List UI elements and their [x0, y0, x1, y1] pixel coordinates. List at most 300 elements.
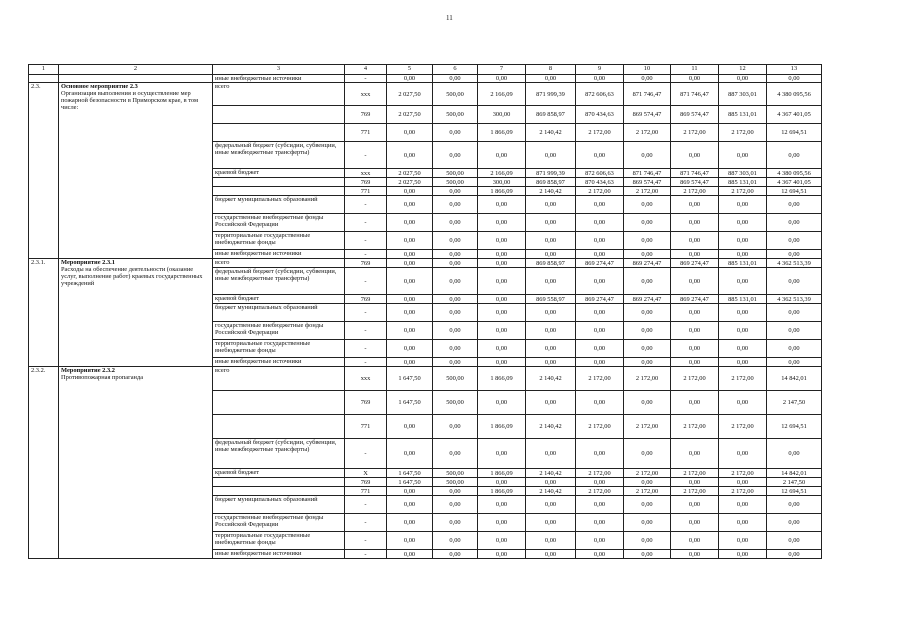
value-cell: 0,00	[387, 124, 433, 142]
funding-source-cell	[213, 106, 345, 124]
value-cell: 0,00	[433, 358, 478, 367]
value-cell: 0,00	[671, 358, 719, 367]
value-cell: 1 647,50	[387, 391, 433, 415]
value-cell: 0,00	[671, 322, 719, 340]
funding-source-cell: краевой бюджет	[213, 469, 345, 478]
value-cell: 1 647,50	[387, 367, 433, 391]
column-header: 9	[576, 65, 624, 75]
code-cell: 771	[345, 415, 387, 439]
value-cell: 0,00	[719, 391, 767, 415]
value-cell: 0,00	[624, 340, 671, 358]
value-cell: 1 866,09	[478, 124, 526, 142]
value-cell: 0,00	[719, 250, 767, 259]
value-cell: 0,00	[526, 196, 576, 214]
value-cell: 0,00	[433, 487, 478, 496]
value-cell: 2 172,00	[671, 415, 719, 439]
value-cell: 0,00	[767, 232, 822, 250]
row-id-cell: 2.3.	[29, 83, 59, 259]
value-cell: 2 172,00	[671, 124, 719, 142]
value-cell: 2 172,00	[576, 487, 624, 496]
value-cell: 0,00	[387, 295, 433, 304]
value-cell: 0,00	[719, 514, 767, 532]
code-cell: 771	[345, 487, 387, 496]
value-cell: 0,00	[671, 304, 719, 322]
value-cell: 0,00	[719, 232, 767, 250]
funding-source-cell	[213, 187, 345, 196]
value-cell: 0,00	[767, 514, 822, 532]
funding-source-cell: государственные внебюджетные фонды Российской Федерации	[213, 514, 345, 532]
value-cell: 500,00	[433, 106, 478, 124]
value-cell: 2 172,00	[671, 367, 719, 391]
value-cell: 872 606,63	[576, 169, 624, 178]
value-cell: 0,00	[624, 214, 671, 232]
value-cell: 2 172,00	[624, 187, 671, 196]
value-cell: 0,00	[433, 340, 478, 358]
code-cell: -	[345, 232, 387, 250]
value-cell: 0,00	[526, 340, 576, 358]
funding-source-cell: государственные внебюджетные фонды Российской Федерации	[213, 322, 345, 340]
value-cell: 0,00	[624, 322, 671, 340]
value-cell: 0,00	[526, 268, 576, 295]
value-cell: 0,00	[387, 75, 433, 83]
funding-source-cell: иные внебюджетные источники	[213, 550, 345, 559]
value-cell: 0,00	[433, 514, 478, 532]
value-cell: 0,00	[526, 496, 576, 514]
table-row	[29, 75, 822, 83]
funding-source-cell	[213, 415, 345, 439]
funding-source-cell	[213, 478, 345, 487]
value-cell: 0,00	[387, 496, 433, 514]
value-cell: 0,00	[478, 142, 526, 169]
value-cell: 2 172,00	[719, 487, 767, 496]
value-cell: 0,00	[526, 358, 576, 367]
value-cell: 0,00	[478, 496, 526, 514]
value-cell: 1 647,50	[387, 469, 433, 478]
value-cell: 0,00	[624, 304, 671, 322]
code-cell: 771	[345, 187, 387, 196]
value-cell: 0,00	[671, 268, 719, 295]
value-cell: 0,00	[671, 496, 719, 514]
value-cell: 0,00	[526, 478, 576, 487]
value-cell: 2 166,09	[478, 169, 526, 178]
value-cell: 1 866,09	[478, 367, 526, 391]
table-row	[29, 367, 822, 391]
value-cell: 0,00	[719, 214, 767, 232]
value-cell: 0,00	[387, 232, 433, 250]
value-cell: 0,00	[624, 532, 671, 550]
code-cell: -	[345, 340, 387, 358]
value-cell: 0,00	[624, 75, 671, 83]
funding-source-cell	[213, 391, 345, 415]
value-cell: 0,00	[387, 250, 433, 259]
value-cell: 869 274,47	[624, 295, 671, 304]
code-cell: 769	[345, 391, 387, 415]
column-header: 3	[213, 65, 345, 75]
value-cell: 2 166,09	[478, 83, 526, 106]
code-cell: -	[345, 322, 387, 340]
value-cell: 0,00	[671, 340, 719, 358]
value-cell: 0,00	[387, 259, 433, 268]
value-cell: 12 694,51	[767, 187, 822, 196]
value-cell: 2 172,00	[671, 487, 719, 496]
value-cell: 0,00	[671, 250, 719, 259]
value-cell: 0,00	[624, 550, 671, 559]
value-cell: 0,00	[387, 214, 433, 232]
column-header: 2	[59, 65, 213, 75]
code-cell: 769	[345, 259, 387, 268]
event-name-cell	[59, 83, 213, 259]
value-cell: 0,00	[767, 250, 822, 259]
value-cell: 0,00	[671, 196, 719, 214]
value-cell: 0,00	[671, 391, 719, 415]
page-number: 11	[446, 14, 453, 22]
value-cell: 0,00	[478, 478, 526, 487]
value-cell: 0,00	[478, 358, 526, 367]
code-cell: -	[345, 439, 387, 469]
code-cell: xxx	[345, 169, 387, 178]
value-cell: 2 172,00	[576, 415, 624, 439]
column-header: 1	[29, 65, 59, 75]
value-cell: 0,00	[526, 322, 576, 340]
value-cell: 0,00	[767, 75, 822, 83]
value-cell: 0,00	[433, 250, 478, 259]
value-cell: 0,00	[719, 478, 767, 487]
value-cell: 2 027,50	[387, 106, 433, 124]
value-cell: 0,00	[624, 496, 671, 514]
value-cell: 0,00	[478, 259, 526, 268]
column-header: 6	[433, 65, 478, 75]
value-cell: 0,00	[719, 142, 767, 169]
value-cell: 885 131,01	[719, 259, 767, 268]
code-cell: -	[345, 250, 387, 259]
value-cell: 0,00	[526, 439, 576, 469]
value-cell: 0,00	[767, 322, 822, 340]
value-cell: 0,00	[576, 214, 624, 232]
value-cell: 0,00	[624, 514, 671, 532]
code-cell: -	[345, 496, 387, 514]
value-cell: 887 303,01	[719, 83, 767, 106]
value-cell: 4 367 401,05	[767, 178, 822, 187]
value-cell: 0,00	[624, 142, 671, 169]
value-cell: 12 694,51	[767, 487, 822, 496]
funding-source-cell: бюджет муниципальных образований	[213, 496, 345, 514]
value-cell: 0,00	[767, 340, 822, 358]
value-cell: 871 999,39	[526, 169, 576, 178]
value-cell: 12 694,51	[767, 124, 822, 142]
value-cell: 2 027,50	[387, 169, 433, 178]
value-cell: 0,00	[624, 439, 671, 469]
row-id-cell	[29, 75, 59, 83]
value-cell: 2 172,00	[624, 487, 671, 496]
value-cell: 0,00	[671, 142, 719, 169]
table-row	[29, 83, 822, 106]
value-cell: 0,00	[576, 232, 624, 250]
value-cell: 0,00	[478, 304, 526, 322]
value-cell: 869 858,97	[526, 106, 576, 124]
value-cell: 0,00	[526, 532, 576, 550]
value-cell: 1 866,09	[478, 487, 526, 496]
value-cell: 0,00	[671, 550, 719, 559]
code-cell: 771	[345, 124, 387, 142]
value-cell: 869 574,47	[671, 178, 719, 187]
funding-source-cell: краевой бюджет	[213, 295, 345, 304]
value-cell: 0,00	[719, 196, 767, 214]
funding-source-cell: территориальные государственные внебюджетные фонды	[213, 232, 345, 250]
value-cell: 871 746,47	[624, 169, 671, 178]
value-cell: 0,00	[478, 391, 526, 415]
value-cell: 0,00	[478, 322, 526, 340]
value-cell: 869 274,47	[576, 295, 624, 304]
value-cell: 872 606,63	[576, 83, 624, 106]
funding-source-cell: всего	[213, 83, 345, 106]
value-cell: 0,00	[478, 232, 526, 250]
value-cell: 0,00	[478, 514, 526, 532]
code-cell: -	[345, 268, 387, 295]
value-cell: 885 131,01	[719, 106, 767, 124]
value-cell: 500,00	[433, 367, 478, 391]
value-cell: 869 574,47	[624, 178, 671, 187]
value-cell: 2 147,50	[767, 478, 822, 487]
value-cell: 885 131,01	[719, 295, 767, 304]
value-cell: 2 140,42	[526, 487, 576, 496]
value-cell: 0,00	[526, 75, 576, 83]
value-cell: 0,00	[478, 196, 526, 214]
value-cell: 0,00	[387, 187, 433, 196]
funding-source-cell: иные внебюджетные источники	[213, 358, 345, 367]
value-cell: 0,00	[576, 196, 624, 214]
event-title: Мероприятие 2.3.1	[61, 259, 115, 266]
code-cell: -	[345, 142, 387, 169]
column-header: 8	[526, 65, 576, 75]
value-cell: 0,00	[526, 391, 576, 415]
value-cell: 0,00	[671, 514, 719, 532]
value-cell: 0,00	[719, 550, 767, 559]
value-cell: 0,00	[387, 340, 433, 358]
value-cell: 0,00	[767, 496, 822, 514]
funding-source-cell: всего	[213, 259, 345, 268]
value-cell: 0,00	[433, 304, 478, 322]
value-cell: 0,00	[433, 75, 478, 83]
value-cell: 2 172,00	[671, 187, 719, 196]
value-cell: 300,00	[478, 106, 526, 124]
value-cell: 0,00	[576, 478, 624, 487]
value-cell: 0,00	[478, 75, 526, 83]
value-cell: 1 866,09	[478, 187, 526, 196]
value-cell: 2 172,00	[624, 469, 671, 478]
value-cell: 0,00	[433, 532, 478, 550]
value-cell: 0,00	[671, 439, 719, 469]
value-cell: 0,00	[719, 439, 767, 469]
value-cell: 2 140,42	[526, 469, 576, 478]
value-cell: 0,00	[433, 550, 478, 559]
value-cell: 0,00	[719, 322, 767, 340]
value-cell: 0,00	[767, 142, 822, 169]
value-cell: 0,00	[478, 340, 526, 358]
code-cell: -	[345, 196, 387, 214]
code-cell: 769	[345, 295, 387, 304]
value-cell: 0,00	[624, 391, 671, 415]
value-cell: 2 140,42	[526, 187, 576, 196]
row-id-cell: 2.3.1.	[29, 259, 59, 367]
value-cell: 2 172,00	[719, 415, 767, 439]
value-cell: 2 172,00	[719, 124, 767, 142]
value-cell: 0,00	[526, 142, 576, 169]
value-cell: 0,00	[526, 214, 576, 232]
value-cell: 869 858,97	[526, 178, 576, 187]
column-header: 7	[478, 65, 526, 75]
value-cell: 0,00	[576, 268, 624, 295]
table-row	[29, 259, 822, 268]
value-cell: 0,00	[433, 124, 478, 142]
value-cell: 0,00	[478, 550, 526, 559]
value-cell: 2 172,00	[671, 469, 719, 478]
code-cell: -	[345, 514, 387, 532]
value-cell: 2 027,50	[387, 83, 433, 106]
value-cell: 0,00	[433, 142, 478, 169]
value-cell: 0,00	[719, 268, 767, 295]
value-cell: 0,00	[576, 496, 624, 514]
value-cell: 869 274,47	[671, 259, 719, 268]
column-header: 12	[719, 65, 767, 75]
value-cell: 0,00	[478, 214, 526, 232]
value-cell: 2 172,00	[624, 124, 671, 142]
code-cell: -	[345, 550, 387, 559]
value-cell: 0,00	[433, 268, 478, 295]
value-cell: 2 140,42	[526, 367, 576, 391]
value-cell: 2 140,42	[526, 124, 576, 142]
value-cell: 4 380 095,56	[767, 83, 822, 106]
value-cell: 1 647,50	[387, 478, 433, 487]
value-cell: 0,00	[624, 250, 671, 259]
funding-source-cell	[213, 487, 345, 496]
value-cell: 870 434,63	[576, 106, 624, 124]
value-cell: 0,00	[433, 496, 478, 514]
value-cell: 14 842,01	[767, 367, 822, 391]
code-cell: -	[345, 358, 387, 367]
value-cell: 885 131,01	[719, 178, 767, 187]
value-cell: 500,00	[433, 169, 478, 178]
value-cell: 0,00	[576, 142, 624, 169]
value-cell: 500,00	[433, 478, 478, 487]
event-title: Мероприятие 2.3.2	[61, 367, 115, 374]
value-cell: 0,00	[387, 550, 433, 559]
value-cell: 0,00	[767, 304, 822, 322]
value-cell: 500,00	[433, 469, 478, 478]
value-cell: 12 694,51	[767, 415, 822, 439]
value-cell: 871 999,39	[526, 83, 576, 106]
value-cell: 0,00	[624, 358, 671, 367]
value-cell: 0,00	[719, 532, 767, 550]
funding-source-cell: государственные внебюджетные фонды Российской Федерации	[213, 214, 345, 232]
value-cell: 0,00	[478, 295, 526, 304]
event-description: Организация выполнения и осуществление мер пожарной безопасности в Приморском крае, в том числе:	[61, 90, 199, 111]
code-cell: X	[345, 469, 387, 478]
column-header: 5	[387, 65, 433, 75]
value-cell: 0,00	[767, 214, 822, 232]
value-cell: 500,00	[433, 83, 478, 106]
value-cell: 869 574,47	[671, 106, 719, 124]
code-cell: xxx	[345, 367, 387, 391]
value-cell: 0,00	[433, 439, 478, 469]
code-cell: -	[345, 532, 387, 550]
value-cell: 870 434,63	[576, 178, 624, 187]
value-cell: 4 362 513,39	[767, 259, 822, 268]
value-cell: 0,00	[767, 196, 822, 214]
value-cell: 0,00	[767, 439, 822, 469]
code-cell: -	[345, 75, 387, 83]
code-cell: 769	[345, 106, 387, 124]
value-cell: 0,00	[387, 514, 433, 532]
value-cell: 2 140,42	[526, 415, 576, 439]
column-header: 10	[624, 65, 671, 75]
column-header: 11	[671, 65, 719, 75]
column-header: 13	[767, 65, 822, 75]
value-cell: 0,00	[671, 478, 719, 487]
value-cell: 869 574,47	[624, 106, 671, 124]
value-cell: 2 027,50	[387, 178, 433, 187]
value-cell: 0,00	[387, 439, 433, 469]
value-cell: 0,00	[478, 250, 526, 259]
value-cell: 2 172,00	[719, 187, 767, 196]
value-cell: 0,00	[624, 478, 671, 487]
value-cell: 14 842,01	[767, 469, 822, 478]
value-cell: 0,00	[671, 232, 719, 250]
value-cell: 0,00	[387, 532, 433, 550]
funding-source-cell: бюджет муниципальных образований	[213, 196, 345, 214]
value-cell: 0,00	[576, 514, 624, 532]
code-cell: 769	[345, 478, 387, 487]
funding-source-cell: федеральный бюджет (субсидии, субвенции, иные межбюджетные трансферты)	[213, 268, 345, 295]
value-cell: 0,00	[671, 75, 719, 83]
value-cell: 0,00	[767, 550, 822, 559]
value-cell: 0,00	[576, 250, 624, 259]
value-cell: 0,00	[719, 304, 767, 322]
value-cell: 0,00	[576, 391, 624, 415]
event-description: Расходы на обеспечение деятельности (оказание услуг, выполнение работ) краевых государственных учреждений	[61, 266, 203, 287]
value-cell: 0,00	[433, 187, 478, 196]
value-cell: 0,00	[767, 358, 822, 367]
value-cell: 869 274,47	[624, 259, 671, 268]
value-cell: 0,00	[478, 439, 526, 469]
value-cell: 869 858,97	[526, 259, 576, 268]
funding-source-cell	[213, 124, 345, 142]
value-cell: 871 746,47	[671, 83, 719, 106]
code-cell: -	[345, 214, 387, 232]
value-cell: 0,00	[526, 232, 576, 250]
value-cell: 0,00	[719, 496, 767, 514]
funding-source-cell: иные внебюджетные источники	[213, 250, 345, 259]
funding-source-cell: краевой бюджет	[213, 169, 345, 178]
value-cell: 4 362 513,39	[767, 295, 822, 304]
value-cell: 2 172,00	[624, 367, 671, 391]
value-cell: 0,00	[624, 232, 671, 250]
funding-source-cell: территориальные государственные внебюджетные фонды	[213, 340, 345, 358]
funding-source-cell: федеральный бюджет (субсидии, субвенции, иные межбюджетные трансферты)	[213, 439, 345, 469]
value-cell: 0,00	[576, 358, 624, 367]
value-cell: 0,00	[387, 196, 433, 214]
funding-source-cell: иные внебюджетные источники	[213, 75, 345, 83]
column-header-row	[29, 65, 822, 75]
value-cell: 0,00	[387, 142, 433, 169]
value-cell: 500,00	[433, 391, 478, 415]
value-cell: 0,00	[387, 322, 433, 340]
value-cell: 869 274,47	[671, 295, 719, 304]
value-cell: 0,00	[433, 196, 478, 214]
value-cell: 0,00	[576, 532, 624, 550]
value-cell: 0,00	[526, 550, 576, 559]
value-cell: 0,00	[671, 532, 719, 550]
funding-source-cell: всего	[213, 367, 345, 391]
